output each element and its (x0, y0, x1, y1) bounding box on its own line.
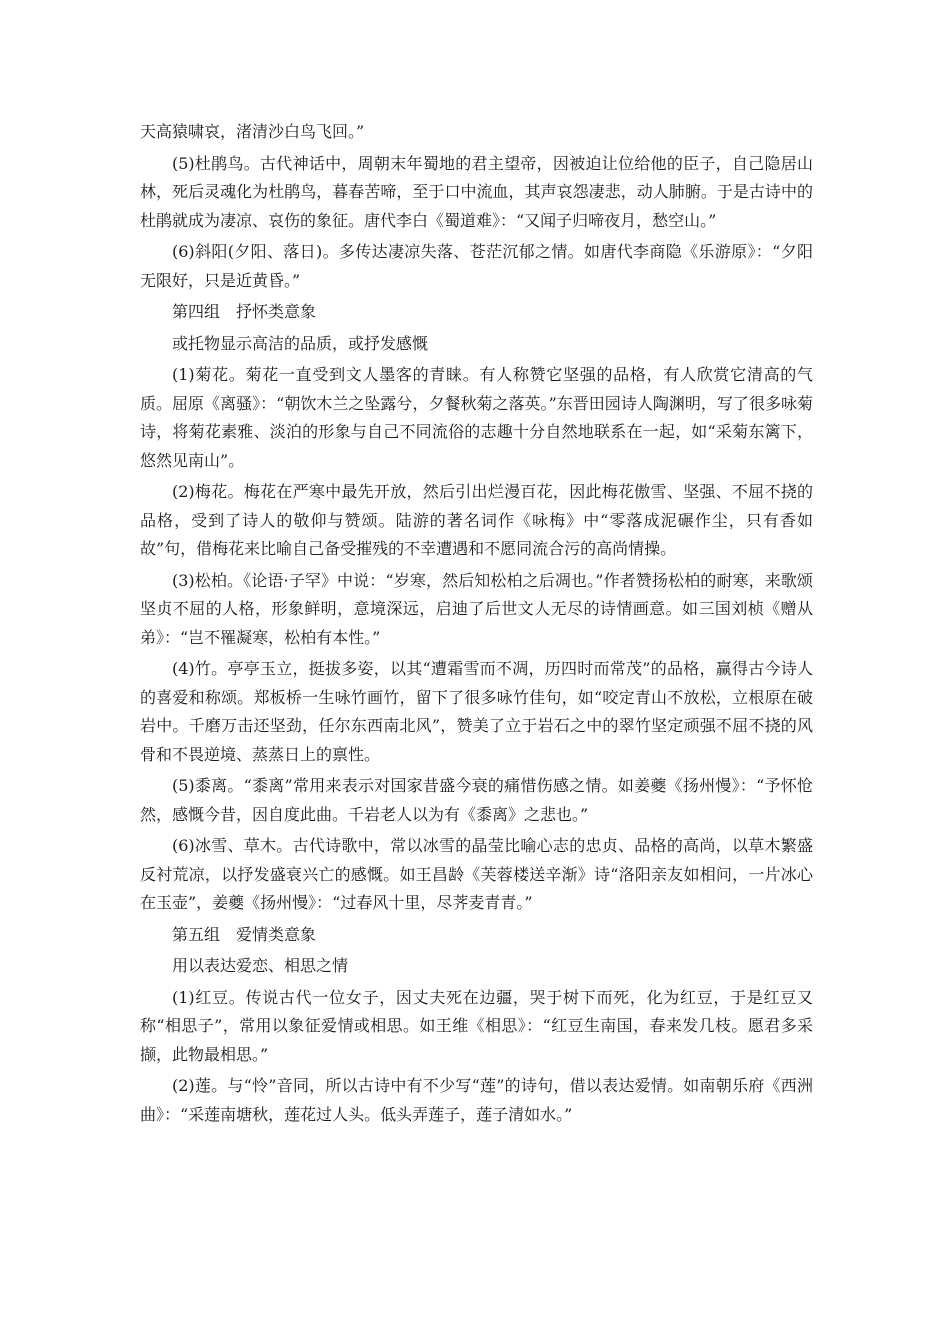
paragraph-cuckoo: (5)杜鹃鸟。古代神话中，周朝末年蜀地的君主望帝，因被迫让位给他的臣子，自己隐居山林，死后灵魂化为杜鹃鸟，暮春苦啼，至于口中流血，其声哀怨凄悲，动人肺腑。于是古诗中的杜鹃就成为凄凉、哀伤的象征。唐代李白《蜀道难》：“又闻子归啼夜月，愁空山。” (140, 153, 813, 230)
paragraph-ice-snow-grass: (6)冰雪、草木。古代诗歌中，常以冰雪的晶莹比喻心志的忠贞、品格的高尚，以草木繁盛反衬荒凉，以抒发盛衰兴亡的感慨。如王昌龄《芙蓉楼送辛渐》诗“洛阳亲友如相问，一片冰心在玉壶”，姜夔《扬州慢》：“过春风十里，尽荠麦青青。” (140, 836, 813, 912)
paragraph-sunset: (6)斜阳(夕阳、落日)。多传达凄凉失落、苍茫沉郁之情。如唐代李商隐《乐游原》：“夕阳无限好，只是近黄昏。” (140, 242, 813, 290)
paragraph-bamboo: (4)竹。亭亭玉立，挺拔多姿，以其“遭霜雪而不凋，历四时而常茂”的品格，赢得古今诗人的喜爱和称颂。郑板桥一生咏竹画竹，留下了很多咏竹佳句，如“咬定青山不放松，立根原在破岩中。千磨万击还坚劲，任尔东西南北风”，赞美了立于岩石之中的翠竹坚定顽强不屈不挠的风骨和不畏逆境、蒸蒸日上的禀性。 (140, 659, 813, 764)
document-page (140, 118, 813, 1132)
paragraph-shuli: (5)黍离。“黍离”常用来表示对国家昔盛今衰的痛惜伤感之情。如姜夔《扬州慢》：“予怀怆然，感慨今昔，因自度此曲。千岩老人以为有《黍离》之悲也。” (140, 776, 813, 824)
paragraph-lotus: (2)莲。与“怜”音同，所以古诗中有不少写“莲”的诗句，借以表达爱情。如南朝乐府《西洲曲》：“采莲南塘秋，莲花过人头。低头弄莲子，莲子清如水。” (140, 1076, 813, 1124)
paragraph-red-bean: (1)红豆。传说古代一位女子，因丈夫死在边疆，哭于树下而死，化为红豆，于是红豆又称“相思子”，常用以象征爱情或相思。如王维《相思》：“红豆生南国，春来发几枝。愿君多采撷，此物最相思。” (140, 987, 813, 1064)
section-heading-group-four: 第四组 抒怀类意象 (172, 302, 317, 321)
section-subheading-group-five: 用以表达爱恋、相思之情 (172, 956, 349, 975)
paragraph-chrysanthemum: (1)菊花。菊花一直受到文人墨客的青睐。有人称赞它坚强的品格，有人欣赏它清高的气质。屈原《离骚》：“朝饮木兰之坠露兮，夕餐秋菊之落英。”东晋田园诗人陶渊明，写了很多咏菊诗，将菊花素雅、淡泊的形象与自己不同流俗的志趣十分自然地联系在一起，如“采菊东篱下，悠然见南山”。 (140, 365, 813, 470)
paragraph-plum-blossom: (2)梅花。梅花在严寒中最先开放，然后引出烂漫百花，因此梅花傲雪、坚强、不屈不挠的品格，受到了诗人的敬仰与赞颂。陆游的著名词作《咏梅》中“零落成泥碾作尘，只有香如故”句，借梅花来比喻自己备受摧残的不幸遭遇和不愿同流合污的高尚情操。 (140, 482, 813, 558)
paragraph-pine-cypress: (3)松柏。《论语·子罕》中说：“岁寒，然后知松柏之后凋也。”作者赞扬松柏的耐寒，来歌颂坚贞不屈的人格，形象鲜明，意境深远，启迪了后世文人无尽的诗情画意。如三国刘桢《赠从弟》：“岂不罹凝寒，松柏有本性。” (140, 570, 813, 647)
paragraph-continuation: 天高猿啸哀，渚清沙白鸟飞回。” (140, 122, 365, 141)
section-subheading-group-four: 或托物显示高洁的品质，或抒发感慨 (172, 333, 429, 353)
section-heading-group-five: 第五组 爱情类意象 (172, 924, 317, 944)
